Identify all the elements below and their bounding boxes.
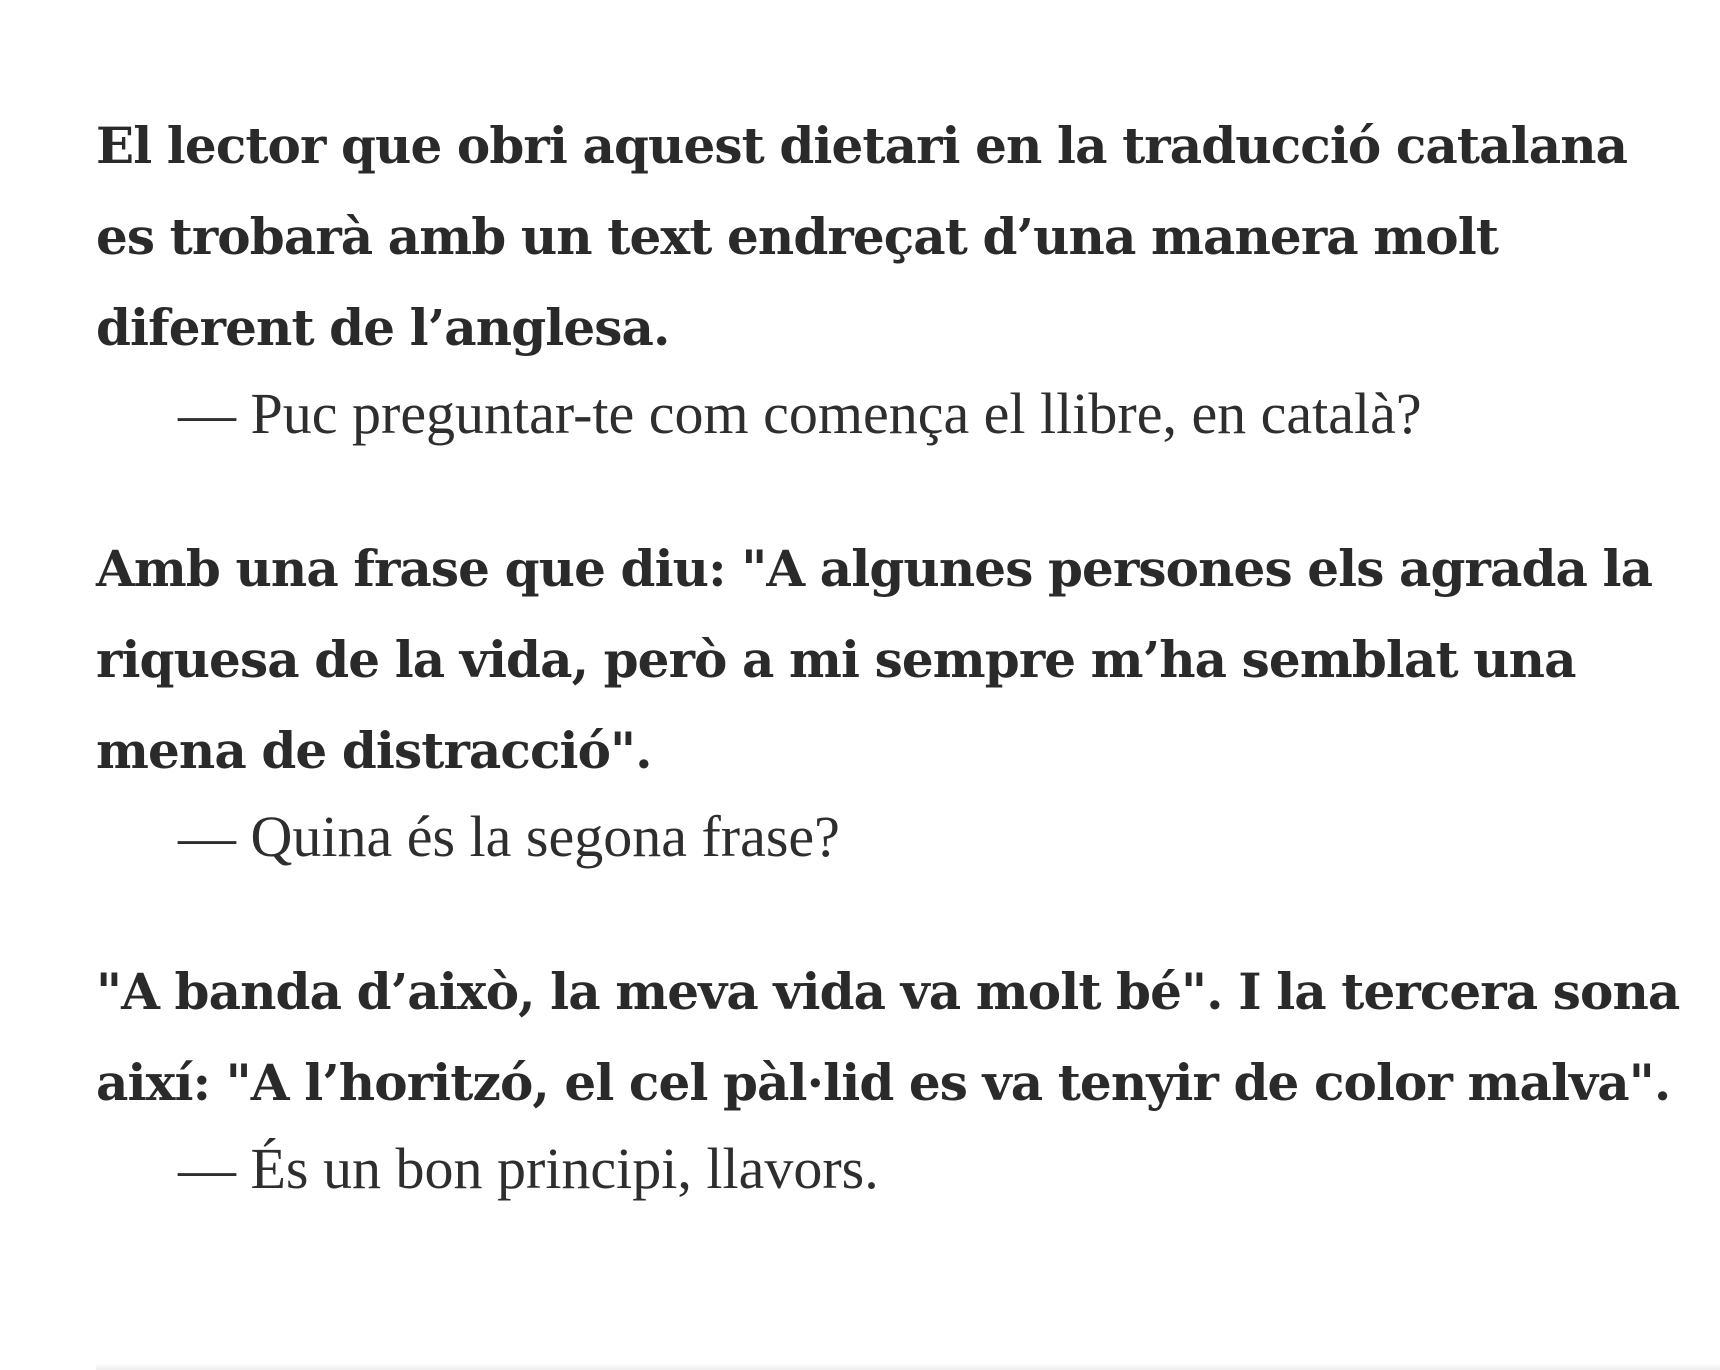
interviewer-statement	[96, 523, 1696, 796]
statement-line: El lector que obri aquest dietari en la traducció catalana	[96, 116, 1628, 175]
statement-line: es trobarà amb un text endreçat d’una manera molt	[96, 207, 1499, 266]
statement-line: així: "A l’horitzó, el cel pàl·lid es va tenyir de color malva".	[96, 1053, 1671, 1112]
statement-line: mena de distracció".	[96, 721, 652, 780]
interviewee-reply: — Quina és la segona frase?	[178, 804, 840, 869]
bottom-divider	[96, 1363, 1720, 1370]
statement-line: "A banda d’això, la meva vida va molt bé". I la tercera sona	[96, 962, 1680, 1021]
interview-article	[96, 100, 1696, 1208]
interviewer-statement	[96, 946, 1696, 1128]
qa-block-2	[96, 523, 1696, 876]
statement-line: riquesa de la vida, però a mi sempre m’ha semblat una	[96, 630, 1576, 689]
statement-line: diferent de l’anglesa.	[96, 298, 670, 357]
qa-block-3	[96, 946, 1696, 1208]
qa-block-1	[96, 100, 1696, 453]
interviewee-reply: — Puc preguntar-te com comença el llibre, en català?	[178, 381, 1422, 446]
interviewee-reply: — És un bon principi, llavors.	[178, 1136, 879, 1201]
statement-line: Amb una frase que diu: "A algunes persones els agrada la	[96, 539, 1653, 598]
interviewer-statement	[96, 100, 1696, 373]
